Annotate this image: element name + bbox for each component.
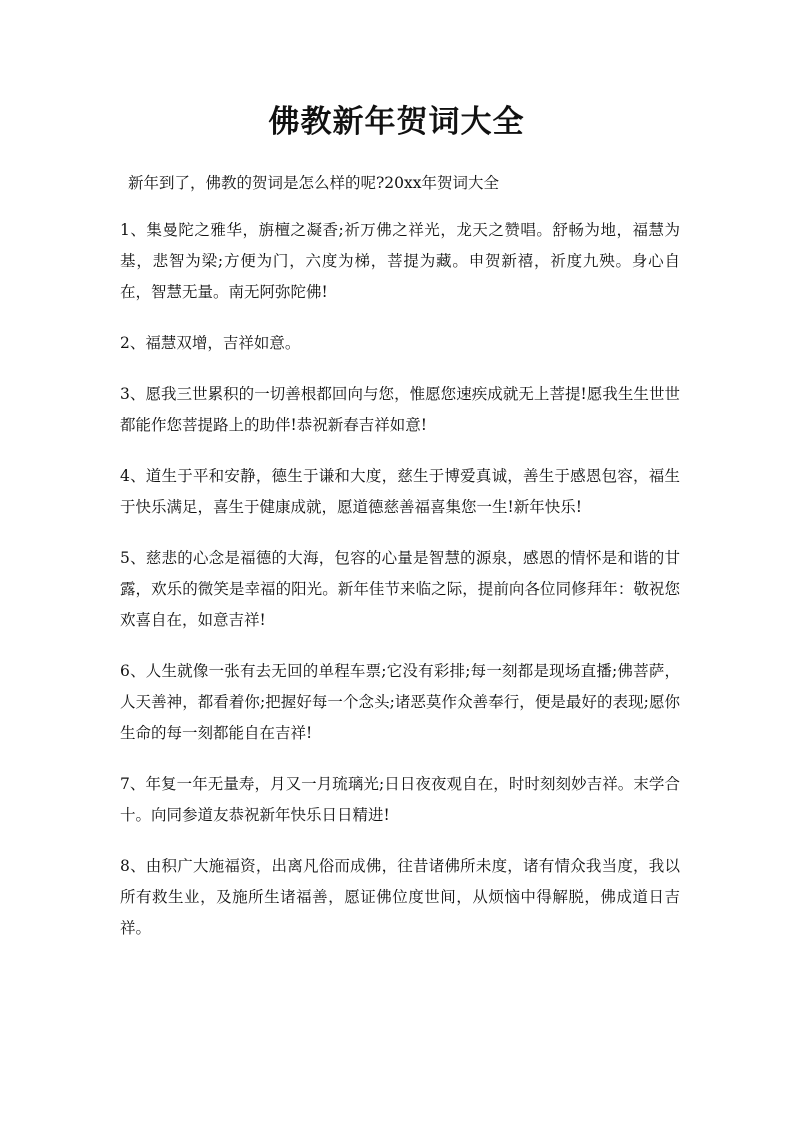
greeting-paragraph-6: 6、人生就像一张有去无回的单程车票;它没有彩排;每一刻都是现场直播;佛菩萨，人天善神，都看着你;把握好每一个念头;诸恶莫作众善奉行，便是最好的表现;愿你生命的每一刻都能自在吉祥! xyxy=(120,662,680,742)
greeting-paragraph-3: 3、愿我三世累积的一切善根都回向与您，惟愿您速疾成就无上菩提!愿我生生世世都能作您菩提路上的助伴!恭祝新春吉祥如意! xyxy=(120,385,680,434)
greeting-paragraph-2: 2、福慧双增，吉祥如意。 xyxy=(120,334,301,352)
document-title: 佛教新年贺词大全 xyxy=(268,104,525,140)
greetings-list xyxy=(120,215,680,964)
intro-line: 新年到了，佛教的贺词是怎么样的呢?20xx年贺词大全 xyxy=(128,174,500,192)
greeting-paragraph-7: 7、年复一年无量寿，月又一月琉璃光;日日夜夜观自在，时时刻刻妙吉祥。末学合十。向同参道友恭祝新年快乐日日精进! xyxy=(120,775,680,824)
greeting-paragraph-1: 1、集曼陀之雅华，旃檀之凝香;祈万佛之祥光，龙天之赞唱。舒畅为地，福慧为基，悲智为梁;方便为门，六度为梯，菩提为藏。申贺新禧，祈度九殃。身心自在，智慧无量。南无阿弥陀佛! xyxy=(120,221,680,301)
greeting-paragraph-5: 5、慈悲的心念是福德的大海，包容的心量是智慧的源泉，感恩的情怀是和谐的甘露，欢乐的微笑是幸福的阳光。新年佳节来临之际，提前向各位同修拜年：敬祝您欢喜自在，如意吉祥! xyxy=(120,549,680,629)
greeting-paragraph-8: 8、由积广大施福资，出离凡俗而成佛，往昔诸佛所未度，诸有情众我当度，我以所有救生业，及施所生诸福善，愿证佛位度世间，从烦恼中得解脱，佛成道日吉祥。 xyxy=(120,857,680,937)
greeting-paragraph-4: 4、道生于平和安静，德生于谦和大度，慈生于博爱真诚，善生于感恩包容，福生于快乐满足，喜生于健康成就，愿道德慈善福喜集您一生!新年快乐! xyxy=(120,467,680,516)
